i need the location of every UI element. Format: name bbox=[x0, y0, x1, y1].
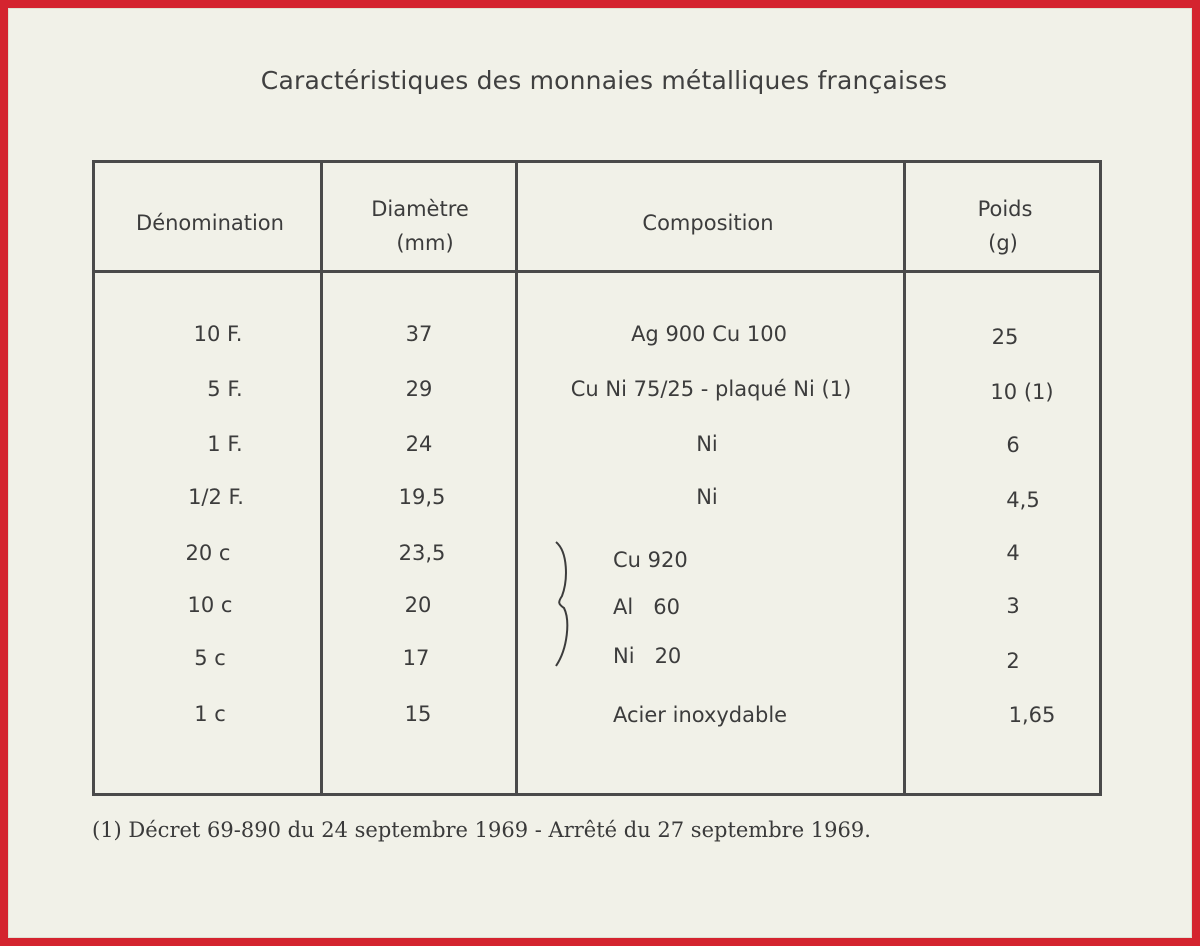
row-3-diametre: 24 bbox=[405, 432, 433, 456]
row-4-composition: Ni bbox=[696, 485, 718, 509]
row-5-diametre: 23,5 bbox=[398, 541, 446, 565]
row-4-poids: 4,5 bbox=[1006, 488, 1040, 512]
row-3-denomination: 1 F. bbox=[207, 432, 243, 456]
curly-brace-icon bbox=[552, 540, 576, 668]
row-3-composition: Ni bbox=[696, 432, 718, 456]
row-2-composition: Cu Ni 75/25 - plaqué Ni (1) bbox=[570, 377, 852, 401]
coin-table bbox=[92, 160, 1102, 796]
header-divider bbox=[95, 270, 1099, 273]
row-7-poids: 2 bbox=[1006, 649, 1020, 673]
row-1-diametre: 37 bbox=[405, 322, 433, 346]
row-5-composition: Cu 920 bbox=[613, 548, 688, 572]
row-7-denomination: 5 c bbox=[194, 646, 226, 670]
header-poids-unit: (g) bbox=[988, 231, 1018, 255]
header-poids: Poids bbox=[977, 197, 1033, 221]
column-divider bbox=[515, 163, 518, 793]
page-title: Caractéristiques des monnaies métalliques françaises bbox=[260, 66, 948, 95]
column-divider bbox=[903, 163, 906, 793]
header-composition: Composition bbox=[642, 211, 774, 235]
row-8-diametre: 15 bbox=[404, 702, 432, 726]
row-6-diametre: 20 bbox=[404, 593, 432, 617]
header-diametre: Diamètre bbox=[371, 197, 469, 221]
row-7-composition: Ni 20 bbox=[613, 644, 682, 668]
row-6-poids: 3 bbox=[1006, 594, 1020, 618]
row-1-poids: 25 bbox=[991, 325, 1019, 349]
header-denomination: Dénomination bbox=[136, 211, 284, 235]
row-2-diametre: 29 bbox=[405, 377, 433, 401]
footnote: (1) Décret 69-890 du 24 septembre 1969 - Arrêté du 27 septembre 1969. bbox=[92, 818, 871, 842]
row-5-denomination: 20 c bbox=[185, 541, 231, 565]
row-1-composition: Ag 900 Cu 100 bbox=[631, 322, 787, 346]
row-5-poids: 4 bbox=[1006, 541, 1020, 565]
row-1-denomination: 10 F. bbox=[193, 322, 243, 346]
row-7-diametre: 17 bbox=[402, 646, 430, 670]
row-4-diametre: 19,5 bbox=[398, 485, 446, 509]
column-divider bbox=[320, 163, 323, 793]
header-diametre-unit: (mm) bbox=[396, 231, 454, 255]
row-8-denomination: 1 c bbox=[194, 702, 226, 726]
row-6-denomination: 10 c bbox=[187, 593, 233, 617]
row-2-denomination: 5 F. bbox=[207, 377, 243, 401]
row-8-poids: 1,65 bbox=[1008, 703, 1056, 727]
row-3-poids: 6 bbox=[1006, 433, 1020, 457]
row-8-composition: Acier inoxydable bbox=[613, 703, 788, 727]
row-6-composition: Al 60 bbox=[613, 595, 680, 619]
row-2-poids: 10 (1) bbox=[990, 380, 1054, 404]
row-4-denomination: 1/2 F. bbox=[188, 485, 244, 509]
